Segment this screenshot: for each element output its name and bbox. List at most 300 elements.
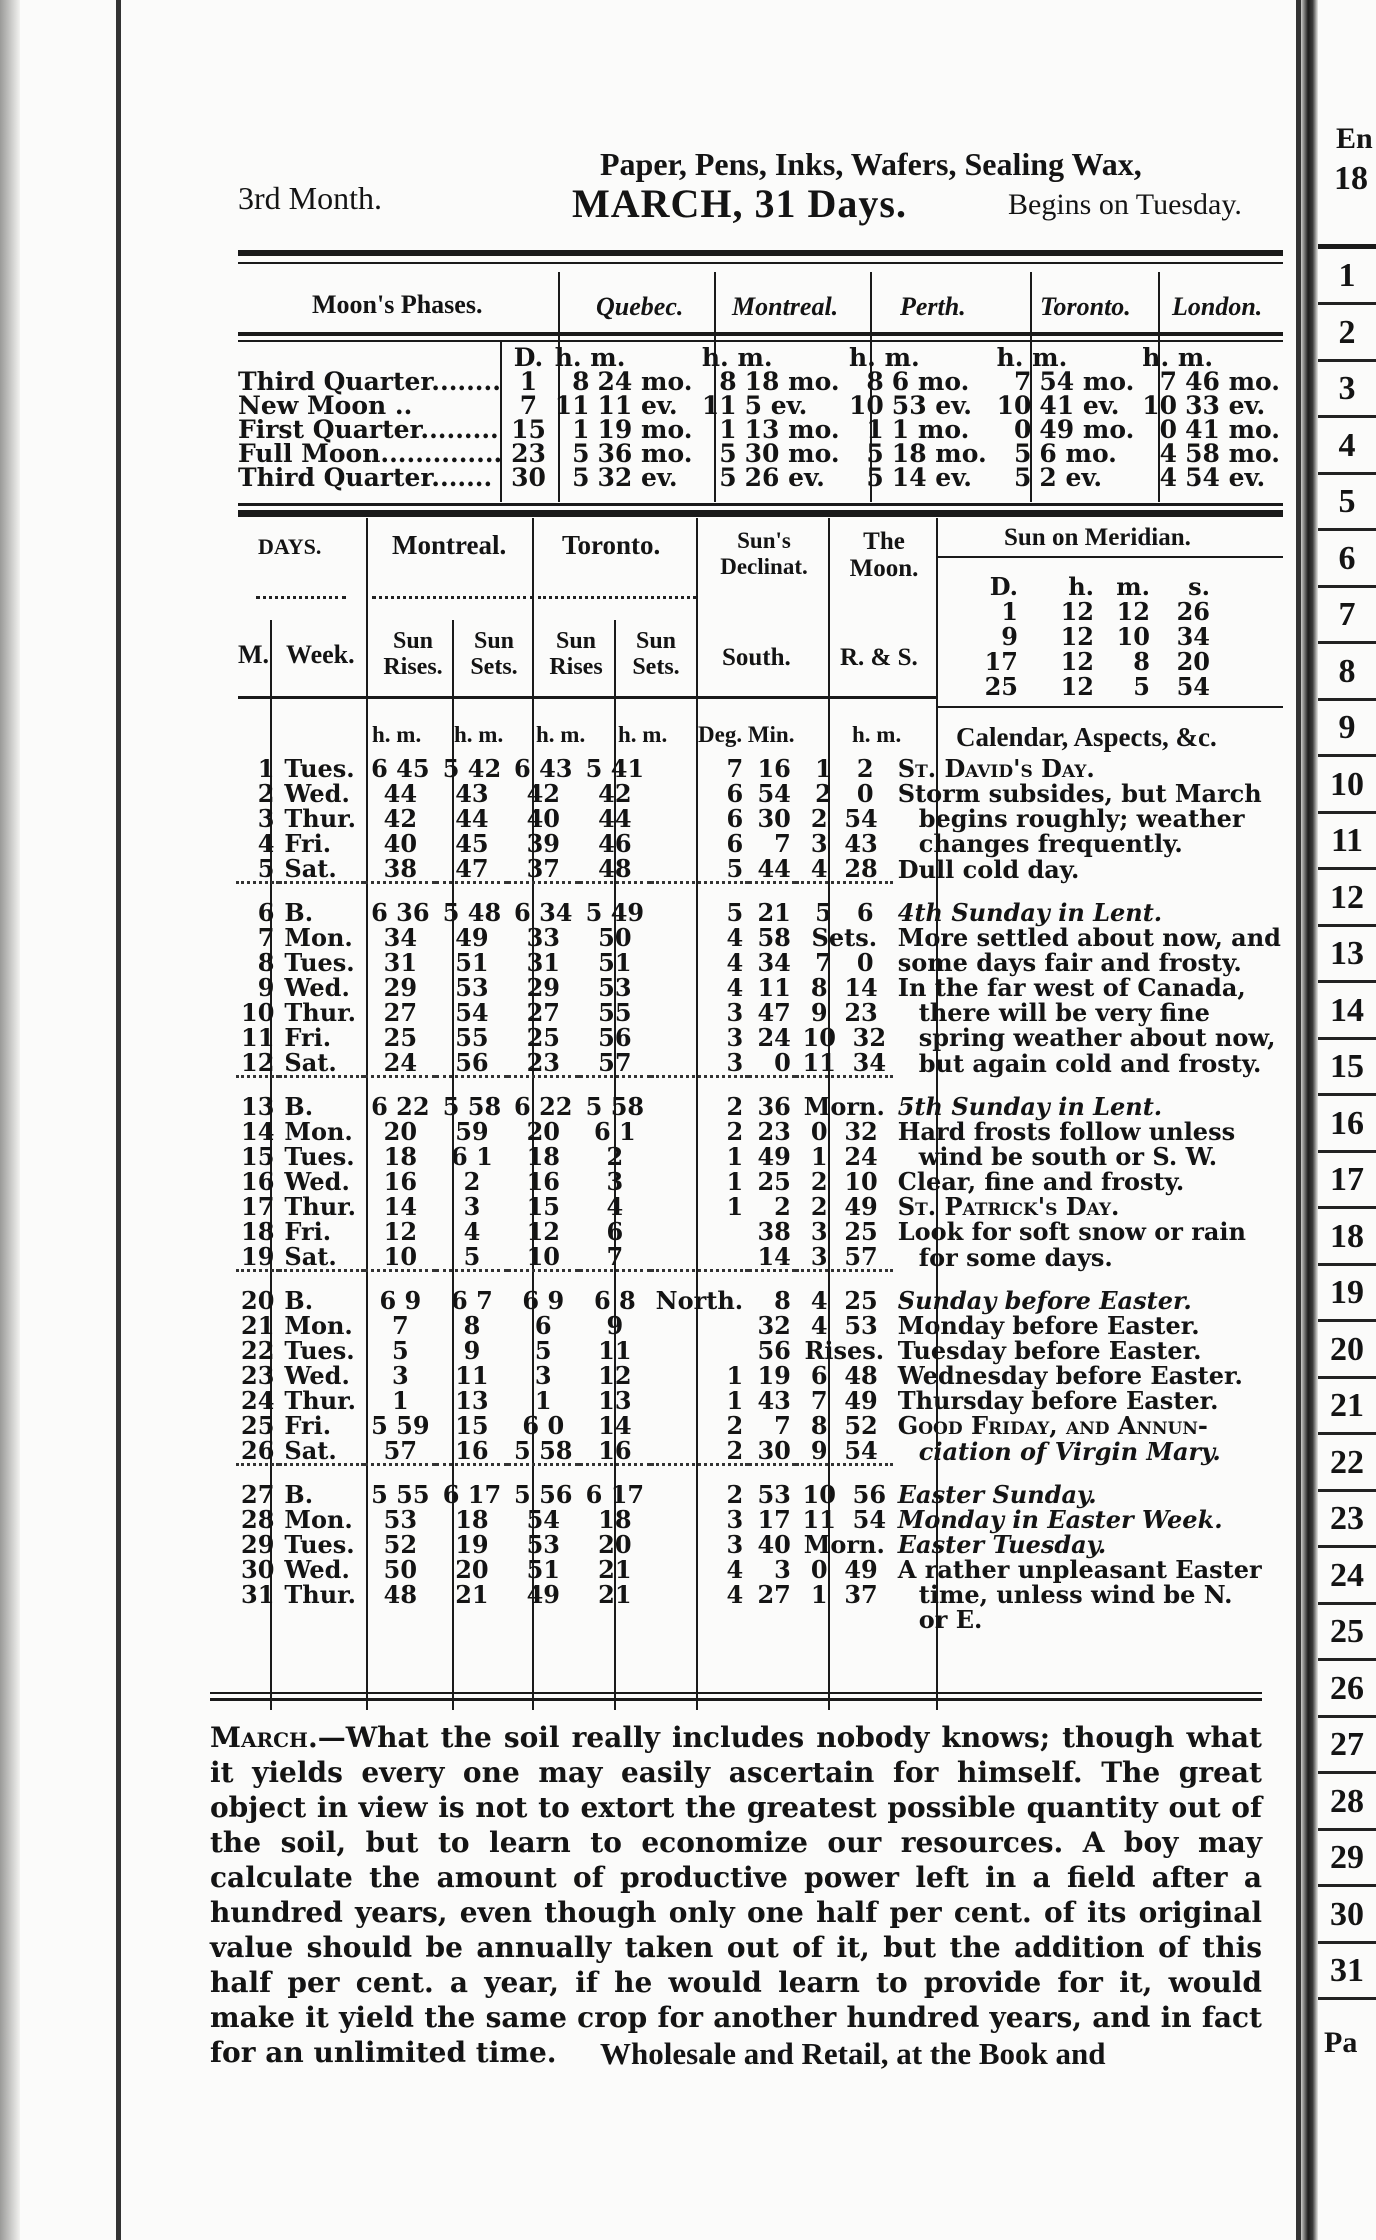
moon-rise-set: 4 28	[810, 854, 878, 883]
weekday: B.	[284, 898, 314, 927]
day-number: 22	[241, 1336, 275, 1365]
montreal-sunset: 8	[463, 1311, 481, 1340]
phase-hour: 1	[572, 415, 590, 444]
day-row	[236, 1119, 1286, 1144]
weekday: Wed.	[284, 1555, 350, 1584]
day-row	[236, 975, 1286, 1000]
day-row	[236, 900, 1286, 925]
toronto-sunrise: 5 56	[514, 1480, 573, 1509]
declination-degrees: 4	[726, 948, 744, 977]
day-row	[236, 950, 1286, 975]
declination-minutes: 24	[757, 1023, 791, 1052]
right-page-day-number: 3	[1318, 363, 1376, 418]
city-perth: Perth.	[900, 292, 966, 321]
toronto-sunrise: 3	[534, 1361, 552, 1390]
day-row	[236, 1194, 1286, 1219]
weekday: Sat.	[284, 1436, 337, 1465]
calendar-note: Easter Tuesday.	[897, 1530, 1107, 1559]
moon-rise-set: 0 32	[810, 1117, 878, 1146]
meridian-cell: 10	[1116, 622, 1150, 651]
right-page-day-number: 15	[1318, 1041, 1376, 1096]
day-row	[236, 1482, 1286, 1507]
declination-degrees: 2	[726, 1092, 744, 1121]
toronto-sunset: 5 58	[585, 1092, 645, 1121]
toronto-sunset: 5 41	[585, 754, 645, 783]
montreal-sunset: 43	[455, 779, 489, 808]
right-page-day-number: 18	[1318, 1211, 1376, 1266]
days-head-rule	[238, 696, 938, 699]
day-number: 7	[257, 923, 275, 952]
right-page-day-number: 17	[1318, 1154, 1376, 1209]
phases-d-label: D.	[513, 343, 544, 372]
head-sun-rises-toronto: Sun Rises	[549, 628, 603, 680]
montreal-sunrise: 44	[383, 779, 418, 808]
moon-rise-set: 11 54	[802, 1505, 887, 1534]
declination-degrees: 4	[726, 923, 744, 952]
moon-rise-set: Morn.	[803, 1530, 885, 1559]
montreal-sunrise: 38	[383, 854, 418, 883]
weekday: Thur.	[284, 1580, 356, 1609]
phases-bottom-rule	[238, 503, 1283, 506]
day-number: 2	[257, 779, 275, 808]
weekday: Mon.	[284, 923, 353, 952]
right-page-day-number: 30	[1318, 1889, 1376, 1944]
toronto-sunset: 48	[598, 854, 632, 883]
phase-day: 30	[511, 463, 546, 492]
weekday: Sat.	[284, 854, 337, 883]
phase-hour: 5	[866, 439, 884, 468]
phase-minute: 41 ev.	[1039, 391, 1120, 420]
toronto-sunrise: 6 34	[514, 898, 573, 927]
declination-minutes: 19	[757, 1361, 791, 1390]
declination-degrees: 6	[726, 829, 744, 858]
weekday: Thur.	[284, 1192, 356, 1221]
montreal-sunrise: 48	[383, 1580, 418, 1609]
toronto-sunrise: 6 43	[514, 754, 573, 783]
right-page-day-number: 6	[1318, 533, 1376, 588]
montreal-sunrise: 6 45	[371, 754, 430, 783]
weekday: Wed.	[284, 1361, 350, 1390]
phase-hour: 10	[849, 391, 884, 420]
weekday: Wed.	[284, 973, 350, 1002]
day-number: 6	[257, 898, 275, 927]
day-row	[236, 1094, 1286, 1119]
weekday: Tues.	[284, 1142, 355, 1171]
toronto-sunset: 42	[598, 779, 632, 808]
montreal-sunset: 5 58	[442, 1092, 502, 1121]
moon-rise-set: 8 52	[810, 1411, 878, 1440]
toronto-sunset: 9	[606, 1311, 624, 1340]
phase-hour: 10	[996, 391, 1032, 420]
daily-table	[236, 756, 1286, 1632]
calendar-note: A rather unpleasant Easter	[897, 1555, 1262, 1584]
calendar-note: for some days.	[918, 1242, 1113, 1272]
declination-degrees: 2	[726, 1117, 744, 1146]
phase-hour: 4	[1159, 439, 1178, 468]
right-page-day-number: 10	[1318, 759, 1376, 814]
phase-hour: 5	[572, 439, 590, 468]
hm-toronto-set: h. m.	[618, 722, 668, 747]
montreal-sunrise: 31	[383, 948, 418, 977]
montreal-sunset: 19	[455, 1530, 489, 1559]
phase-minute: 2 ev.	[1039, 463, 1103, 492]
calendar-note: More settled about now, and	[897, 923, 1281, 952]
declination-minutes: 14	[757, 1242, 791, 1271]
day-number: 24	[241, 1386, 275, 1415]
declination-degrees: 6	[726, 779, 744, 808]
toronto-sunset: 6 17	[585, 1480, 645, 1509]
weekday: Tues.	[284, 948, 355, 977]
day-row	[236, 1219, 1286, 1244]
meridian-cell: 25	[984, 672, 1018, 701]
moon-rise-set: 2 54	[810, 804, 878, 833]
meridian-cell: 1	[1001, 597, 1018, 626]
meridian-cell: 26	[1176, 597, 1210, 626]
head-sun-rises-montreal: Sun Rises.	[383, 628, 443, 680]
declination-degrees	[651, 1313, 748, 1338]
toronto-sunrise: 51	[526, 1555, 560, 1584]
phase-name: Third Quarter.......	[238, 463, 493, 492]
declination-degrees: 2	[726, 1480, 744, 1509]
montreal-sunrise: 20	[383, 1117, 418, 1146]
declination-minutes: 3	[774, 1555, 791, 1584]
right-page-day-number: 2	[1318, 307, 1376, 362]
toronto-sunset: 13	[598, 1386, 632, 1415]
phase-minute: 13 mo.	[744, 415, 840, 444]
toronto-sunrise: 54	[526, 1505, 560, 1534]
montreal-sunrise: 12	[383, 1217, 418, 1246]
day-number: 10	[241, 998, 275, 1027]
right-page-day-number: 28	[1318, 1776, 1376, 1831]
montreal-sunset: 54	[455, 998, 489, 1027]
day-row	[236, 1244, 1286, 1271]
hm-montreal-set: h. m.	[454, 722, 504, 747]
weekday: Mon.	[284, 1505, 353, 1534]
moon-rise-set: 9 23	[810, 998, 878, 1027]
phase-hour: 1	[866, 415, 884, 444]
right-page-day-number: 24	[1318, 1550, 1376, 1605]
right-top-2: 18	[1334, 160, 1368, 197]
toronto-dotted-rule	[538, 596, 696, 599]
phase-minute: 6 mo.	[891, 367, 970, 396]
hm-label-perth: h. m.	[849, 343, 920, 372]
montreal-sunset: 51	[455, 948, 489, 977]
meridian-row	[970, 674, 1218, 699]
toronto-sunrise: 39	[526, 829, 560, 858]
head-m: M.	[238, 640, 270, 669]
montreal-sunset: 13	[455, 1386, 489, 1415]
montreal-sunset	[436, 1607, 507, 1632]
montreal-sunrise: 5 55	[371, 1480, 430, 1509]
sun-on-meridian-table	[970, 574, 1218, 699]
montreal-sunset: 6 1	[451, 1142, 493, 1171]
calendar-note: begins roughly; weather	[918, 804, 1245, 833]
day-row	[236, 1388, 1286, 1413]
header-rule-thick	[238, 250, 1283, 256]
meridian-row	[970, 649, 1218, 674]
toronto-sunrise: 16	[526, 1167, 560, 1196]
toronto-sunset: 44	[598, 804, 632, 833]
moon-rise-set: 10 32	[802, 1023, 887, 1052]
montreal-sunrise: 5	[391, 1336, 409, 1365]
montreal-sunrise: 18	[383, 1142, 418, 1171]
phases-bottom-rule-thick	[238, 510, 1283, 517]
day-number: 9	[257, 973, 275, 1002]
declination-minutes: 7	[774, 1411, 791, 1440]
moon-rise-set: 8 14	[810, 973, 878, 1002]
calendar-note: time, unless wind be N.	[918, 1580, 1233, 1609]
phase-minute: 54 ev.	[1185, 463, 1266, 492]
meridian-row	[970, 599, 1218, 624]
moon-rise-set: 10 56	[802, 1480, 887, 1509]
day-row	[236, 831, 1286, 856]
phase-hour: 11	[701, 391, 737, 420]
toronto-sunrise	[507, 1607, 579, 1632]
calendar-note: Easter Sunday.	[897, 1480, 1097, 1509]
montreal-sunrise: 6 36	[371, 898, 430, 927]
montreal-sunset: 3	[463, 1192, 481, 1221]
montreal-sunrise: 29	[383, 973, 418, 1002]
montreal-sunset: 4	[463, 1217, 481, 1246]
weekday: B.	[284, 1480, 314, 1509]
day-number: 12	[241, 1048, 275, 1077]
declination-minutes: 30	[757, 804, 791, 833]
meridian-cell: 20	[1176, 647, 1210, 676]
toronto-sunset: 56	[598, 1023, 632, 1052]
montreal-sunset: 5 48	[442, 898, 502, 927]
right-page-day-number: 11	[1318, 815, 1376, 870]
city-london: London.	[1172, 292, 1263, 321]
declination-minutes: 25	[757, 1167, 791, 1196]
montreal-sunset: 59	[455, 1117, 489, 1146]
montreal-sunrise: 3	[391, 1361, 409, 1390]
declination-minutes: 2	[774, 1192, 791, 1221]
calendar-note: Monday before Easter.	[897, 1311, 1200, 1340]
toronto-sunrise: 6	[534, 1311, 552, 1340]
calendar-note: ciation of Virgin Mary.	[918, 1436, 1221, 1466]
declination-degrees: 2	[726, 1436, 744, 1465]
phase-day: 1	[519, 367, 538, 396]
head-sun-sets-toronto: Sun Sets.	[632, 628, 680, 680]
day-number: 17	[241, 1192, 275, 1221]
phase-minute: 14 ev.	[891, 463, 972, 492]
weekday: Mon.	[284, 1311, 353, 1340]
moon-rise-set: 1 2	[815, 754, 874, 783]
day-number: 20	[241, 1286, 275, 1315]
toronto-sunrise: 53	[526, 1530, 560, 1559]
moon-rise-set: Rises.	[804, 1336, 885, 1365]
toronto-sunrise: 6 0	[522, 1411, 565, 1440]
declination-degrees	[651, 1607, 748, 1632]
hm-toronto-rise: h. m.	[536, 722, 586, 747]
phase-day: 23	[511, 439, 546, 468]
day-row	[236, 1313, 1286, 1338]
toronto-sunset: 4	[606, 1192, 624, 1221]
phase-minute: 19 mo.	[597, 415, 693, 444]
day-number: 8	[257, 948, 275, 977]
moon-rise-set: 3 43	[810, 829, 878, 858]
right-page-day-number: 25	[1318, 1606, 1376, 1661]
calendar-note: there will be very fine	[918, 998, 1210, 1027]
day-row	[236, 1438, 1286, 1465]
montreal-dotted-rule	[372, 596, 534, 599]
toronto-sunset: 14	[598, 1411, 632, 1440]
gutter-shadow	[1300, 0, 1318, 2240]
declination-degrees: 5	[726, 898, 744, 927]
head-moon: The Moon.	[849, 528, 919, 582]
weekday: Tues.	[284, 1530, 355, 1559]
head-toronto: Toronto.	[562, 530, 661, 560]
montreal-sunset: 18	[455, 1505, 489, 1534]
phases-head-rule2	[238, 340, 1283, 342]
weekday: Tues.	[284, 1336, 355, 1365]
toronto-sunset: 46	[598, 829, 632, 858]
weekday: Fri.	[284, 1023, 332, 1052]
toronto-sunset: 20	[598, 1530, 632, 1559]
day-row	[236, 1000, 1286, 1025]
toronto-sunset: 6 1	[593, 1117, 636, 1146]
phase-name: Third Quarter........	[238, 367, 501, 396]
calendar-note: In the far west of Canada,	[897, 973, 1246, 1002]
moon-rise-set: 2 49	[810, 1192, 878, 1221]
toronto-sunset: 21	[598, 1580, 632, 1609]
calendar-note: Sunday before Easter.	[897, 1286, 1192, 1315]
toronto-sunset: 55	[598, 998, 632, 1027]
day-number: 31	[241, 1580, 275, 1609]
meridian-head-s: s.	[1188, 572, 1210, 601]
toronto-sunset: 21	[598, 1555, 632, 1584]
phase-minute: 46 mo.	[1185, 367, 1280, 396]
montreal-sunset: 2	[463, 1167, 481, 1196]
toronto-sunrise: 6 9	[522, 1286, 565, 1315]
montreal-sunrise: 14	[383, 1192, 418, 1221]
phase-hour: 8	[572, 367, 590, 396]
day-row	[236, 1288, 1286, 1313]
weekday: Wed.	[284, 779, 350, 808]
day-number: 14	[241, 1117, 275, 1146]
hm-label-montreal: h. m.	[701, 343, 773, 372]
day-number: 29	[241, 1530, 275, 1559]
right-page-day-number: 4	[1318, 420, 1376, 475]
declination-minutes: 23	[757, 1117, 791, 1146]
weekday: Fri.	[284, 1217, 332, 1246]
montreal-sunset: 15	[455, 1411, 489, 1440]
hm-label-toronto: h. m.	[996, 343, 1068, 372]
moon-rise-set: 5 6	[815, 898, 874, 927]
city-toronto: Toronto.	[1040, 292, 1131, 321]
montreal-sunset: 44	[455, 804, 489, 833]
phase-day: 15	[511, 415, 546, 444]
montreal-sunset: 5 42	[442, 754, 502, 783]
weekday: Sat.	[284, 1242, 337, 1271]
declination-minutes: 0	[774, 1048, 791, 1077]
montreal-sunrise: 7	[391, 1311, 409, 1340]
day-row	[236, 925, 1286, 950]
toronto-sunset: 51	[598, 948, 632, 977]
calendar-note: Look for soft snow or rain	[897, 1217, 1246, 1246]
moon-rise-set: 11 34	[802, 1048, 887, 1077]
header-top-line: Paper, Pens, Inks, Wafers, Sealing Wax,	[600, 146, 1142, 182]
right-page-day-number: 5	[1318, 476, 1376, 531]
day-row	[236, 756, 1286, 781]
phase-hour: 8	[866, 367, 884, 396]
declination-degrees: North.	[655, 1286, 744, 1315]
toronto-sunrise: 23	[526, 1048, 560, 1077]
declination-minutes: 21	[757, 898, 791, 927]
phase-minute: 6 mo.	[1039, 439, 1117, 468]
day-number: 19	[241, 1242, 275, 1271]
toronto-sunset: 18	[598, 1505, 632, 1534]
head-declination: Sun's Declinat.	[720, 528, 808, 579]
calendar-heading: Calendar, Aspects, &c.	[956, 722, 1217, 752]
declination-degrees	[651, 1338, 748, 1363]
page-border-left	[116, 0, 121, 2240]
phase-hour: 4	[1159, 463, 1178, 492]
calendar-note: Hard frosts follow unless	[897, 1117, 1236, 1146]
page-border-right	[1296, 0, 1301, 2240]
degmin-label: Deg. Min.	[698, 722, 795, 747]
toronto-sunset: 50	[598, 923, 632, 952]
declination-minutes: 56	[757, 1336, 791, 1365]
declination-degrees: 5	[726, 854, 744, 883]
declination-minutes: 49	[757, 1142, 791, 1171]
declination-degrees: 3	[726, 1048, 744, 1077]
weekday: Thur.	[284, 998, 356, 1027]
phase-hour: 0	[1159, 415, 1178, 444]
meridian-cell: 34	[1176, 622, 1210, 651]
montreal-sunrise: 6 22	[371, 1092, 430, 1121]
montreal-sunrise: 6 9	[379, 1286, 422, 1315]
calendar-note: changes frequently.	[918, 829, 1183, 858]
day-number: 11	[241, 1023, 275, 1052]
moon-rise-set: 3 25	[810, 1217, 878, 1246]
declination-minutes: 16	[757, 754, 791, 783]
declination-minutes: 32	[757, 1311, 791, 1340]
toronto-sunrise: 12	[526, 1217, 560, 1246]
montreal-sunrise: 27	[383, 998, 418, 1027]
montreal-sunrise: 57	[383, 1436, 418, 1465]
days-head-rule-right	[938, 706, 1283, 708]
montreal-sunset: 45	[455, 829, 489, 858]
phase-minute: 5 ev.	[744, 391, 808, 420]
day-row	[236, 1507, 1286, 1532]
declination-minutes: 17	[757, 1505, 791, 1534]
declination-degrees: 2	[726, 1411, 744, 1440]
meridian-title: Sun on Meridian.	[1004, 524, 1191, 551]
phase-minute: 33 ev.	[1185, 391, 1266, 420]
calendar-note: 4th Sunday in Lent.	[897, 898, 1163, 927]
meridian-cell: 9	[1001, 622, 1018, 651]
declination-minutes: 7	[774, 829, 791, 858]
head-days: DAYS.	[258, 534, 322, 559]
phase-hour: 5	[866, 463, 884, 492]
day-row	[236, 1050, 1286, 1077]
moon-rise-set: 4 53	[810, 1311, 878, 1340]
essay-lead: March.	[210, 1721, 318, 1754]
declination-degrees: 3	[726, 1023, 744, 1052]
meridian-head-h: h.	[1068, 572, 1094, 601]
calendar-note: Storm subsides, but March	[897, 779, 1262, 808]
day-number: 15	[241, 1142, 275, 1171]
toronto-sunrise: 15	[526, 1192, 560, 1221]
hm-label-quebec: h. m.	[554, 343, 626, 372]
moon-rise-set: 3 57	[810, 1242, 878, 1271]
table-bottom-rule-thick	[210, 1698, 1262, 1701]
toronto-sunset: 7	[606, 1242, 624, 1271]
phase-row	[234, 466, 1284, 490]
head-rs: R. & S.	[840, 644, 918, 671]
day-number: 28	[241, 1505, 275, 1534]
